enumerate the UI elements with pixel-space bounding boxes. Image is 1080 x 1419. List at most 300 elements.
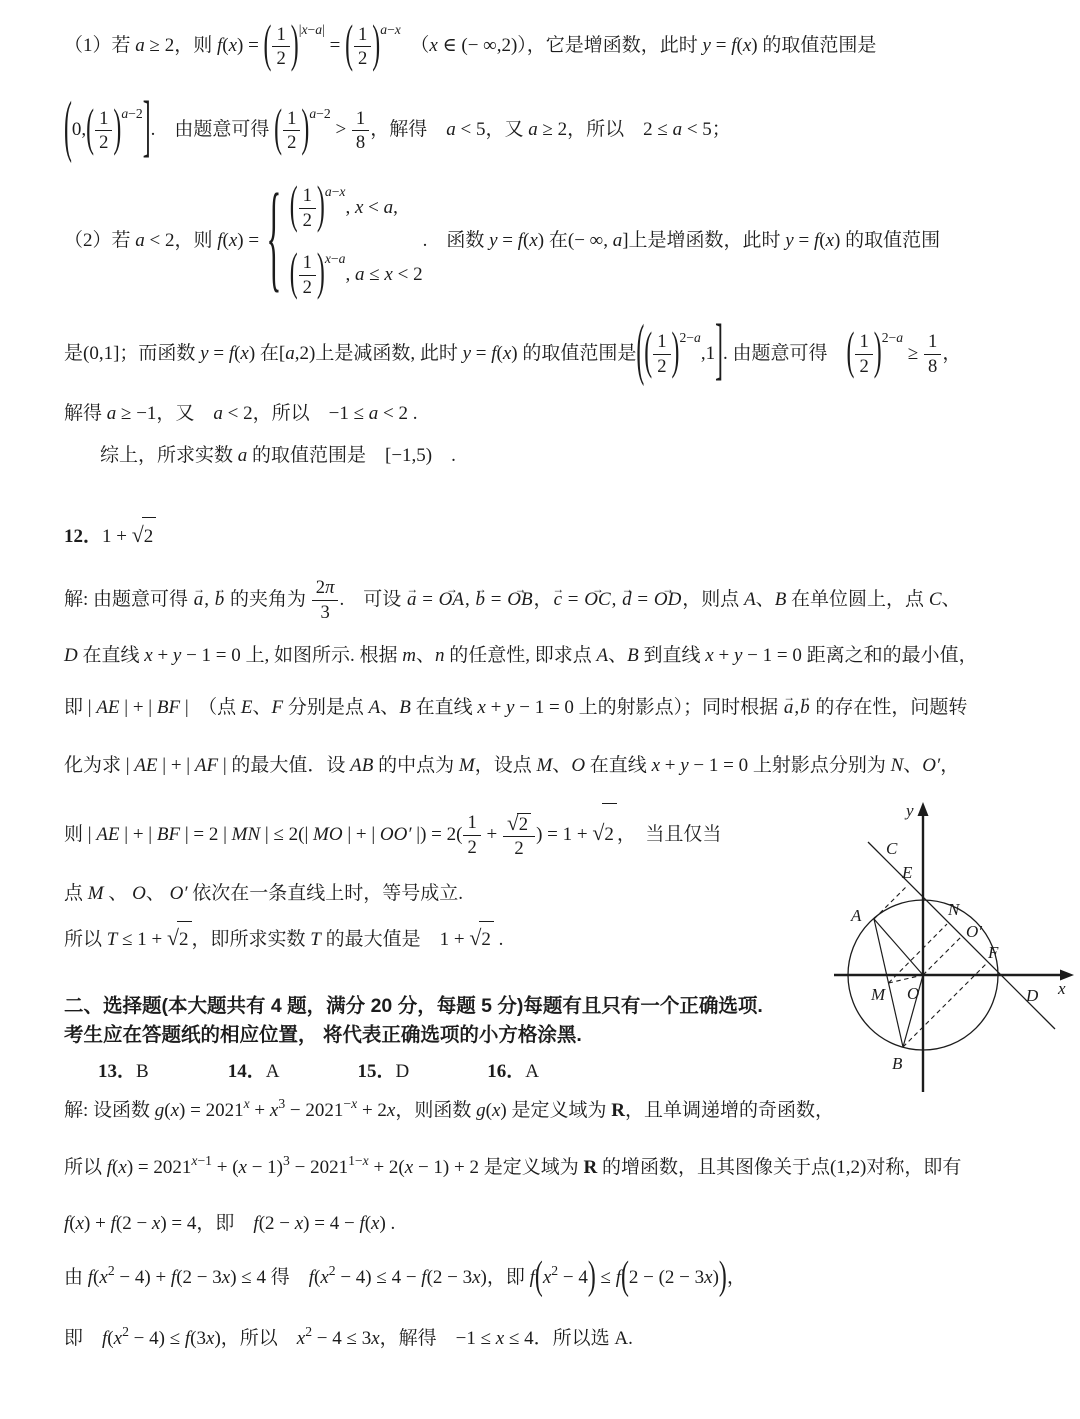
math-tx: − 2021 xyxy=(289,1156,349,1178)
math-vec: → b xyxy=(475,572,487,628)
math-d: ] xyxy=(142,90,151,166)
label-E: E xyxy=(902,863,913,882)
math-tx: ≤ xyxy=(595,1266,616,1288)
math-it: F xyxy=(271,696,284,718)
math-it: a xyxy=(446,119,456,140)
math-it: x xyxy=(118,1156,127,1178)
math-tx: 1 xyxy=(355,107,366,129)
math-tx: (2 − xyxy=(115,1212,152,1234)
math-it: g xyxy=(476,1099,486,1121)
math-tx: | ≤ 2(| xyxy=(260,823,314,845)
fraction-denominator xyxy=(283,131,300,153)
math-tx: 2 xyxy=(657,355,667,377)
math-d: ( xyxy=(636,314,645,390)
math-sup xyxy=(325,234,346,284)
math-tx: + ( xyxy=(211,1156,239,1178)
math-tx: 1 xyxy=(276,23,286,45)
p11-case1-line2 xyxy=(64,91,1040,170)
math-tx: + 2( xyxy=(368,1156,405,1178)
y-axis-arrow xyxy=(918,802,929,816)
math-tx: 的任意性, 即求点 xyxy=(444,644,597,666)
math-tx: ) 的取值范围是 xyxy=(751,35,877,56)
math-tx: ) 是定义域为 xyxy=(500,1099,612,1121)
segment-OA xyxy=(874,919,923,975)
math-it: x xyxy=(144,644,153,666)
math-it: T xyxy=(106,928,118,950)
math-tx: −2 xyxy=(128,105,143,121)
math-it: x xyxy=(75,1212,85,1234)
p11-summary xyxy=(64,442,1040,470)
math-tx: = xyxy=(324,35,346,56)
fraction-denominator xyxy=(354,47,371,69)
radicand xyxy=(517,813,531,835)
math-it: x xyxy=(705,644,714,666)
math-tx: ) 的取值范围是 xyxy=(511,342,637,364)
math-tx: (2 − 3 xyxy=(426,1266,473,1288)
math-it: O xyxy=(571,754,586,776)
math-it: C xyxy=(928,588,942,610)
math-tx: < 2，则 xyxy=(144,230,218,251)
answer-14 xyxy=(228,1058,353,1086)
math-it: a xyxy=(368,402,379,424)
p11-case1-line1 xyxy=(64,16,1040,77)
math-tx: 点 xyxy=(64,882,88,904)
math-tx: , xyxy=(611,588,622,610)
math-sup xyxy=(299,0,325,60)
p12-line1 xyxy=(64,572,1040,628)
math-tx: 综上，所求实数 xyxy=(100,444,238,466)
math-d: ( xyxy=(289,244,298,302)
math-tx: 2 xyxy=(287,132,297,154)
math-it: y xyxy=(462,342,472,364)
math-sup xyxy=(122,1316,129,1348)
radical-sign: √ xyxy=(469,925,482,950)
math-tx: 2− xyxy=(679,329,694,345)
math-it: f xyxy=(216,35,223,56)
label-M: M xyxy=(871,985,886,1004)
math-tx: ≥ −1，又 xyxy=(116,402,214,424)
math-tx: . 函数 xyxy=(422,230,490,251)
math-d: ( xyxy=(620,1254,629,1299)
math-it: x xyxy=(99,1266,108,1288)
math-frac xyxy=(924,331,941,377)
label-D: D xyxy=(1026,986,1039,1005)
math-frac xyxy=(352,108,369,154)
math-it: AE xyxy=(96,823,120,845)
math-tx: < 5，又 xyxy=(455,119,529,140)
radical-sign: √ xyxy=(592,820,605,845)
p12-answer xyxy=(64,516,1040,556)
math-vec: → a xyxy=(406,572,418,628)
math-it: f xyxy=(491,342,497,364)
math-it: x xyxy=(704,1266,713,1288)
math-it: f xyxy=(359,1212,365,1234)
math-tx: 在直线 xyxy=(410,696,478,718)
math-tx: 是(0,1]；而函数 xyxy=(64,342,201,364)
math-tx: − 1 = 0 上射影点分别为 xyxy=(688,754,891,776)
math-it: M xyxy=(458,754,475,776)
p13-16-line5 xyxy=(64,1323,1040,1356)
math-it: x xyxy=(351,1096,358,1112)
math-it: a xyxy=(237,444,248,466)
math-it: f xyxy=(228,342,235,364)
math-tx: 2− xyxy=(881,329,897,345)
math-d: ) xyxy=(290,16,299,74)
math-it: B xyxy=(399,696,411,718)
math-tx: = xyxy=(208,342,229,364)
math-tx: − xyxy=(330,250,339,266)
math-sup xyxy=(679,299,700,377)
fraction-numerator xyxy=(653,331,670,354)
math-tx: < 2 . xyxy=(378,402,418,424)
math-tx: ， xyxy=(726,1266,746,1288)
math-tx: ]上是增函数，此时 xyxy=(622,230,786,251)
math-it: a xyxy=(324,183,332,199)
math-tx: = xyxy=(632,588,653,610)
math-tx: 1 xyxy=(357,23,368,45)
fraction-numerator xyxy=(312,577,339,600)
cases-row xyxy=(289,177,423,235)
math-it: x xyxy=(371,1212,380,1234)
math-tx: )，所以 xyxy=(214,1327,297,1349)
math-it: x xyxy=(651,754,660,776)
math-sup xyxy=(343,1087,357,1121)
math-it: E xyxy=(240,696,253,718)
math-tx: ( xyxy=(523,230,530,251)
math-tx: ) = xyxy=(237,35,264,56)
math-it: x xyxy=(324,250,331,266)
math-tx: 2 xyxy=(276,48,286,70)
math-sqrt xyxy=(167,920,192,958)
math-tx: 0, xyxy=(71,119,87,140)
math-it: x xyxy=(825,230,834,251)
math-tx: − 4 xyxy=(558,1266,588,1288)
math-tx: − 1) + 2 是定义域为 xyxy=(413,1156,584,1178)
math-tx: − xyxy=(307,21,316,37)
math-it: f xyxy=(731,35,737,56)
document-body xyxy=(0,16,1080,1356)
fraction-numerator xyxy=(924,331,941,354)
math-tx: |) = 2( xyxy=(411,823,463,845)
math-sqrt xyxy=(507,811,531,836)
math-tx: 2 xyxy=(315,577,326,599)
math-it: O xyxy=(132,882,146,904)
math-it: a xyxy=(135,35,145,56)
math-sup xyxy=(882,299,903,377)
math-frac xyxy=(299,185,316,231)
math-tx: | xyxy=(322,21,325,37)
figure-svg xyxy=(818,798,1080,1098)
math-it: a xyxy=(338,250,346,266)
math-tx: ( xyxy=(485,1099,492,1121)
math-it: x xyxy=(542,1266,552,1288)
math-it: x xyxy=(228,35,237,56)
math-tx: 、 xyxy=(903,754,923,776)
math-tx: 、 xyxy=(145,882,170,904)
math-it: x xyxy=(206,1327,215,1349)
p12-line2 xyxy=(64,642,1040,670)
math-it: y xyxy=(489,230,498,251)
math-it: f xyxy=(253,1212,259,1234)
math-it: T xyxy=(310,928,321,950)
math-it: x xyxy=(495,1327,505,1349)
math-it: π xyxy=(325,577,335,599)
math-sup xyxy=(325,167,346,217)
math-tx: = xyxy=(710,35,732,56)
math-it: AE xyxy=(134,754,158,776)
fraction-numerator xyxy=(463,812,480,835)
math-tx: 2 xyxy=(604,823,614,845)
label-O: O xyxy=(907,984,920,1003)
section-two-header: 二、选择题(本大题共有 4 题，满分 20 分，每题 5 分)每题有且只有一个正确选项. 考生应在答题纸的相应位置， 将代表正确选项的小方格涂黑. xyxy=(64,994,763,1046)
math-it: OO′ xyxy=(379,823,412,845)
math-tx: ≤ 1 + xyxy=(117,928,167,950)
math-tx: | xyxy=(298,21,302,37)
math-tx: 1 xyxy=(302,185,312,207)
answer-16-letter: A xyxy=(525,1060,539,1082)
math-frac xyxy=(855,331,872,377)
math-tx: ∈ (− ∞,2)），它是增函数，此时 xyxy=(437,35,703,56)
math-it: f xyxy=(170,1266,177,1288)
math-it: n xyxy=(435,644,445,666)
fraction-numerator xyxy=(299,185,316,208)
math-tx: 2 xyxy=(467,836,477,858)
label-B: B xyxy=(892,1054,903,1073)
math-tx: ) = 2021 xyxy=(179,1099,244,1121)
math-tx: （2）若 xyxy=(64,230,136,251)
math-tx: 、 xyxy=(380,696,400,718)
math-tx: ) 在(− ∞, xyxy=(537,230,613,251)
math-it: y xyxy=(785,230,794,251)
math-tx: , xyxy=(204,588,214,610)
math-tx: ，解得 xyxy=(370,119,447,140)
math-d: ) xyxy=(671,323,680,381)
math-it: x xyxy=(386,1099,396,1121)
math-tx: + xyxy=(249,1099,270,1121)
answer-15 xyxy=(358,1058,483,1086)
math-tx: 的中点为 xyxy=(373,754,459,776)
math-tx: ( xyxy=(736,35,743,56)
math-it: f xyxy=(421,1266,427,1288)
math-tx: 2 xyxy=(302,209,312,231)
math-sqrt xyxy=(132,516,157,556)
math-tx: 3 xyxy=(278,1096,286,1112)
math-it: x xyxy=(362,1153,369,1169)
math-tx: + 2 xyxy=(357,1099,387,1121)
cases-brace: { xyxy=(266,173,282,306)
math-tx: 1 xyxy=(657,331,667,353)
math-it: x xyxy=(529,230,538,251)
p13-16-line1 xyxy=(64,1094,1040,1129)
label-N: N xyxy=(948,900,960,919)
math-tx: < 2 xyxy=(392,263,423,285)
math-it: f xyxy=(217,230,223,251)
math-sup xyxy=(309,75,330,153)
math-vec: → OC xyxy=(583,572,611,628)
math-d: ( xyxy=(345,16,353,74)
math-tx: 2 xyxy=(143,525,154,547)
math-tx: | = 2 | xyxy=(180,823,232,845)
math-it: y xyxy=(733,644,743,666)
math-tx: ( xyxy=(93,1266,100,1288)
math-tx: −2 xyxy=(316,105,331,121)
math-it: m xyxy=(402,644,417,666)
math-it: a xyxy=(672,119,683,140)
math-it: AE xyxy=(96,696,120,718)
math-it: A xyxy=(368,696,381,718)
math-tx: = xyxy=(497,230,518,251)
fraction-denominator xyxy=(463,836,480,858)
math-tx: 的增函数，且其图像关于点(1,2)对称，即有 xyxy=(597,1156,962,1178)
math-tx: | + | xyxy=(342,823,380,845)
math-tx: = xyxy=(471,342,492,364)
math-tx: )，即 xyxy=(480,1266,530,1288)
math-vec: → b xyxy=(799,690,811,726)
math-tx: 在直线 xyxy=(585,754,652,776)
math-tx: 则 | xyxy=(64,823,97,845)
fraction-numerator xyxy=(299,252,316,275)
answer-16 xyxy=(487,1058,612,1086)
math-tx: + xyxy=(660,754,681,776)
math-it: a xyxy=(213,402,223,424)
math-tx: 2 xyxy=(518,813,529,835)
math-d: ) xyxy=(587,1254,596,1299)
math-tx: − xyxy=(331,183,340,199)
math-tx: ， 当且仅当 xyxy=(616,823,722,845)
math-tx: = xyxy=(793,230,814,251)
p13-16-line2 xyxy=(64,1151,1040,1186)
math-sup xyxy=(278,1087,285,1121)
math-tx: < 2，所以 −1 ≤ xyxy=(222,402,369,424)
math-solutions-page xyxy=(0,16,1080,1419)
math-d: ( xyxy=(289,177,298,235)
math-tx: | + | xyxy=(157,754,195,776)
math-tx: | + | xyxy=(119,696,157,718)
math-it: y xyxy=(506,696,515,718)
fraction-denominator xyxy=(312,601,339,623)
math-d: ( xyxy=(644,323,653,381)
math-it: f xyxy=(106,1156,113,1178)
math-frac xyxy=(354,24,371,70)
math-tx: ( xyxy=(164,1099,171,1121)
math-tx: −1 xyxy=(197,1153,212,1169)
math-tx: . 由题意可得 xyxy=(723,342,847,364)
math-d: ] xyxy=(715,314,724,390)
math-it: x xyxy=(269,1099,279,1121)
math-tx: ,1 xyxy=(700,342,716,364)
math-vec: → c xyxy=(553,572,563,628)
math-vec: → b xyxy=(214,572,226,628)
math-it: f xyxy=(308,1266,314,1288)
math-d: ) xyxy=(301,100,310,158)
math-tx: ，且单调递增的奇函数， xyxy=(624,1099,834,1121)
math-d: ) xyxy=(113,100,122,158)
math-tx: ，则函数 xyxy=(395,1099,477,1121)
math-it: x xyxy=(477,696,486,718)
math-tx: ( xyxy=(364,1212,372,1234)
math-tx: ( xyxy=(69,1212,76,1234)
math-tx: ( xyxy=(496,342,503,364)
math-tx: 在单位圆上，点 xyxy=(786,588,929,610)
math-vec: → OD xyxy=(653,572,682,628)
math-tx: + xyxy=(713,644,734,666)
math-it: A xyxy=(596,644,609,666)
math-it: a xyxy=(383,196,394,218)
radicand xyxy=(479,921,494,958)
math-frac xyxy=(299,252,316,298)
math-tx: ≥ xyxy=(903,342,924,364)
math-b: R xyxy=(611,1099,625,1121)
math-tx: 、 xyxy=(252,696,272,718)
math-d: ( xyxy=(64,90,72,166)
radicand xyxy=(177,921,192,958)
math-frac xyxy=(283,108,300,154)
math-b: 12． xyxy=(64,525,103,547)
math-tx: ( xyxy=(313,1266,321,1288)
math-frac xyxy=(95,108,112,154)
math-tx: − xyxy=(343,1096,352,1112)
math-it: M xyxy=(87,882,104,904)
math-tx: + xyxy=(481,823,502,845)
cases-row xyxy=(289,244,423,302)
math-frac xyxy=(653,331,670,377)
math-it: x xyxy=(384,263,393,285)
math-it: BF xyxy=(156,696,181,718)
math-it: x xyxy=(472,1266,481,1288)
math-tx: 分别是点 xyxy=(283,696,369,718)
math-tx: , xyxy=(794,696,800,718)
math-tx: − 4) + xyxy=(114,1266,171,1288)
math-d: ) xyxy=(316,177,325,235)
math-tx: − 4) ≤ xyxy=(128,1327,185,1349)
math-it: x xyxy=(394,21,401,37)
math-d: ) xyxy=(316,244,325,302)
math-tx: （1）若 xyxy=(64,35,136,56)
math-tx: ， xyxy=(942,342,962,364)
math-it: O′ xyxy=(169,882,188,904)
label-F: F xyxy=(988,943,999,962)
math-tx: 到直线 xyxy=(638,644,706,666)
math-it: a xyxy=(380,21,388,37)
fraction-denominator xyxy=(95,131,112,153)
math-tx: 1 xyxy=(302,252,312,274)
math-it: a xyxy=(121,105,129,121)
math-it: x xyxy=(502,342,512,364)
math-tx: 即 xyxy=(64,1327,103,1349)
fraction-numerator xyxy=(352,108,369,131)
math-it: g xyxy=(154,1099,165,1121)
math-tx: − 1 = 0 距离之和的最小值， xyxy=(742,644,978,666)
math-it: a xyxy=(354,263,365,285)
label-A: A xyxy=(851,906,862,925)
math-it: x xyxy=(221,1266,231,1288)
p11-case2-line3 xyxy=(64,400,1040,428)
math-tx: 1 xyxy=(859,331,869,353)
radical-sign: √ xyxy=(507,810,519,835)
math-it: y xyxy=(680,754,689,776)
math-tx: 解得 xyxy=(64,402,107,424)
math-tx: ) 在[ xyxy=(248,342,286,364)
fraction-denominator xyxy=(855,355,872,377)
math-tx: ) . xyxy=(379,1212,396,1234)
math-it: x xyxy=(339,183,346,199)
math-tx: , xyxy=(393,196,398,218)
math-d: ( xyxy=(846,323,855,381)
math-tx: ≥ 2，则 xyxy=(144,35,217,56)
math-it: f xyxy=(529,1266,535,1288)
math-tx: . 由题意可得 xyxy=(150,119,275,140)
math-it: x xyxy=(191,1153,198,1169)
